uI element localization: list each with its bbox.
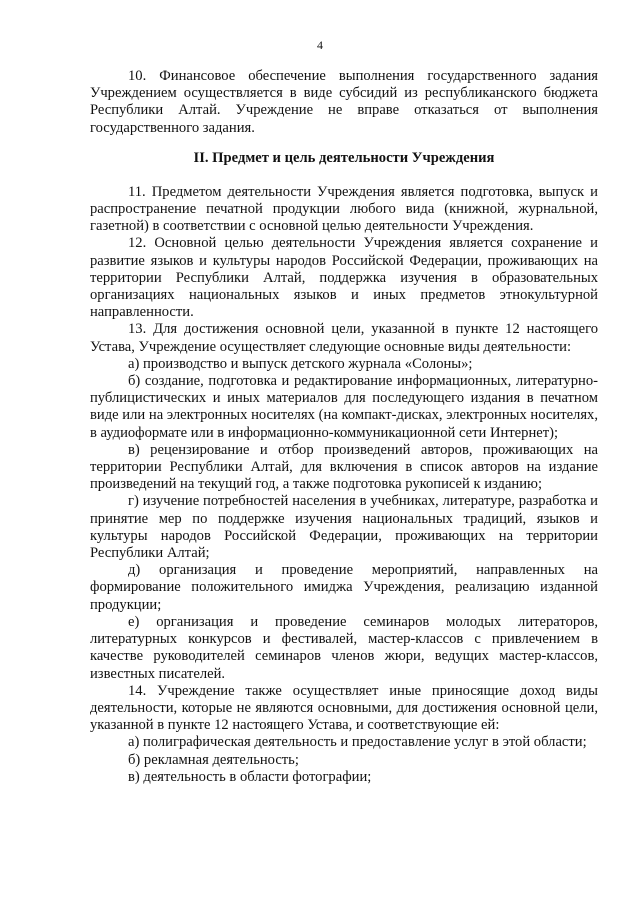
paragraph-13: 13. Для достижения основной цели, указанной в пункте 12 настоящего Устава, Учреждение осуществляет следующие основные виды деятельности: [90, 321, 598, 355]
list-item-e: е) организация и проведение семинаров молодых литераторов, литературных конкурсов и фестивалей, мастер-классов с привлечением в качестве руководителей семинаров членов жюри, ведущих мастер-классов, известных писателей. [90, 613, 598, 682]
list-item-14a: а) полиграфическая деятельность и предоставление услуг в этой области; [128, 734, 587, 751]
paragraph-12: 12. Основной целью деятельности Учреждения является сохранение и развитие языков и культуры народов Российской Федерации, проживающих на территории Республики Алтай, поддержка изучения в образовательных организациях национальных языков и иных предметов этнокультурной направленности. [90, 235, 598, 321]
list-item-14b: б) рекламная деятельность; [128, 751, 299, 768]
list-item-v: в) рецензирование и отбор произведений авторов, проживающих на территории Республики Алтай, для включения в список авторов на издание произведений на текущий год, а также подготовка рукописей к изданию; [90, 441, 598, 493]
list-item-a: а) производство и выпуск детского журнала «Солоны»; [128, 355, 473, 372]
list-item-g: г) изучение потребностей населения в учебниках, литературе, разработка и принятие мер по поддержке изучения национальных традиций, языков и культуры народов Российской Федерации, проживающих на территории Республики Алтай; [90, 493, 598, 562]
paragraph-14: 14. Учреждение также осуществляет иные приносящие доход виды деятельности, которые не являются основными, для достижения основной цели, указанной в пункте 12 настоящего Устава, и соответствующие ей: [90, 682, 598, 734]
page-number: 4 [317, 38, 323, 52]
list-item-d: д) организация и проведение мероприятий, направленных на формирование положительного имиджа Учреждения, реализацию изданной продукции; [90, 562, 598, 613]
list-item-14v: в) деятельность в области фотографии; [128, 768, 372, 785]
paragraph-11: 11. Предметом деятельности Учреждения является подготовка, выпуск и распространение печатной продукции любого вида (книжной, журнальной, газетной) в соответствии с основной целью деятельности Учреждения. [90, 183, 598, 235]
list-item-b: б) создание, подготовка и редактирование информационных, литературно-публицистических и иных материалов для последующего издания в печатном виде или на электронных носителях (на компакт-дисках, электронных носителях, в аудиоформате или в информационно-коммуникационной сети Интернет); [90, 373, 598, 441]
document-body [90, 68, 598, 786]
section-heading: II. Предмет и цель деятельности Учреждения [193, 149, 495, 166]
paragraph-10: 10. Финансовое обеспечение выполнения государственного задания Учреждением осуществляется в виде субсидий из республиканского бюджета Республики Алтай. Учреждение не вправе отказаться от выполнения государственного задания. [90, 68, 598, 136]
